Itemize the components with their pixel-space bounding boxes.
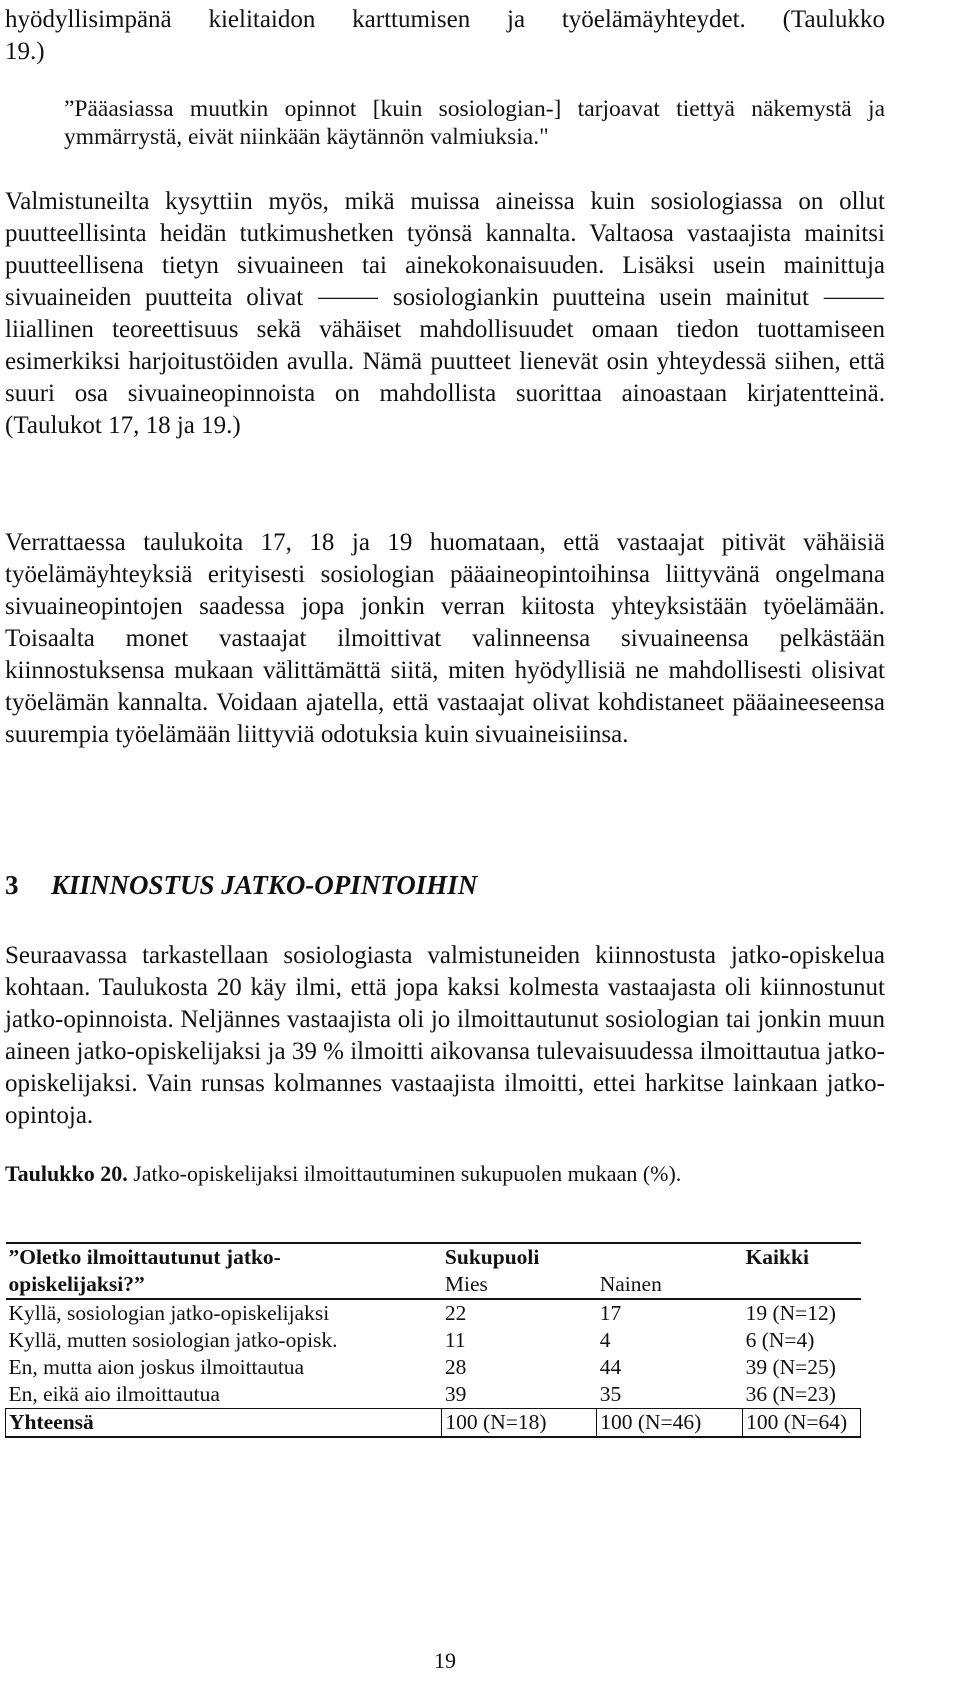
kaikki-header: Kaikki (743, 1243, 861, 1271)
row-label: En, mutta aion joskus ilmoittautua (8, 1355, 305, 1379)
cell-nainen: 44 (599, 1355, 622, 1379)
paragraph-jatko-opinnot: Seuraavassa tarkastellaan sosiologiasta valmistuneiden kiinnostusta jatko-opiskelua kohtaan. Taulukosta 20 käy ilmi, että jopa kaksi kolmesta vastaajasta oli kiinnostunut jatko-opinnoista. Neljännes vastaajista oli jo ilmoittautunut sosiologian tai jonkin muun aineen jatko-opiskelijaksi ja 39 % ilmoitti aikovansa tulevaisuudessa ilmoittautua jatko-opiskelijaksi. Vain runsas kolmannes vastaajista ilmoitti, ettei harkitse lainkaan jatko-opintoja. (5, 942, 885, 1129)
row-label: En, eikä aio ilmoittautua (8, 1382, 220, 1406)
paragraph-taulukoiden-vertailu: Verrattaessa taulukoita 17, 18 ja 19 huomataan, että vastaajat pitivät vähäisiä työelämäyhteyksiä erityisesti sosiologian pääaineopintoihinsa liittyvänä ongelmana sivuaineopintojen saadessa jopa jonkin verran kiitosta yhteyksistään työelämään. Toisaalta monet vastaajat ilmoittivat valinneensa sivuaineensa pelkästään kiinnostuksensa mukaan välittämättä siitä, miten hyödyllisiä ne mahdollisesti olisivat työelämän kannalta. Voidaan ajatella, että vastaajat olivat kohdistaneet pääaineeseensa suurempia työelämään liittyviä odotuksia kuin sivuaineisiinsa. (5, 529, 885, 748)
intro-line-2: 19.) (5, 38, 45, 65)
cell-kaikki: 39 (N=25) (745, 1355, 836, 1379)
cell-nainen: 35 (599, 1382, 622, 1406)
intro-text (5, 4, 885, 68)
total-nainen: 100 (N=46) (597, 1409, 743, 1438)
row-label: Kyllä, sosiologian jatko-opiskelijaksi (6, 1299, 442, 1327)
table-subheader-row (6, 1271, 861, 1299)
table-row (6, 1381, 861, 1409)
cell-kaikki: 36 (N=23) (745, 1382, 836, 1406)
question-header-cont: opiskelijaksi?” (8, 1272, 145, 1296)
data-table (5, 1242, 861, 1438)
mies-header: Mies (444, 1272, 488, 1296)
total-label: Yhteensä (6, 1409, 442, 1438)
cell-mies: 11 (444, 1328, 466, 1352)
cell-nainen: 17 (597, 1299, 743, 1327)
table-caption-label: Taulukko 20. (5, 1161, 128, 1186)
sukupuoli-header: Sukupuoli (442, 1243, 743, 1271)
section-heading (5, 870, 477, 901)
cell-nainen: 4 (599, 1328, 611, 1352)
table-header-row (6, 1243, 861, 1271)
table-caption-text: Jatko-opiskelijaksi ilmoittautuminen sukupuolen mukaan (%). (127, 1161, 682, 1186)
question-header: ”Oletko ilmoittautunut jatko- (6, 1243, 442, 1271)
cell-kaikki: 6 (N=4) (745, 1328, 815, 1352)
total-mies: 100 (N=18) (442, 1409, 597, 1438)
total-kaikki: 100 (N=64) (743, 1409, 861, 1438)
table-row (6, 1327, 861, 1354)
row-label: Kyllä, mutten sosiologian jatko-opisk. (8, 1328, 338, 1352)
paragraph-sivuaineiden-puutteet: Valmistuneilta kysyttiin myös, mikä muissa aineissa kuin sosiologiassa on ollut puutteellisinta heidän tutkimushetken työnsä kannalta. Valtaosa vastaajista mainitsi puutteellisena tietyn sivuaineen tai ainekokonaisuuden. Lisäksi usein mainittuja sivuaineiden puutteita olivat ⸻ sosiologiankin puutteina usein mainitut ⸻ liiallinen teoreettisuus sekä vähäiset mahdollisuudet omaan tiedon tuottamiseen esimerkiksi harjoitustöiden avulla. Nämä puutteet lienevät osin yhteydessä siihen, että suuri osa sivuaineopinnoista on mahdollista suorittaa ainoastaan kirjatentteinä. (Taulukot 17, 18 ja 19.) (5, 188, 885, 439)
cell-mies: 22 (442, 1299, 597, 1327)
table-row (6, 1299, 861, 1327)
section-number: 3 (5, 870, 19, 900)
cell-mies: 39 (444, 1382, 467, 1406)
cell-mies: 28 (444, 1355, 467, 1379)
intro-line-1: hyödyllisimpänä kielitaidon karttumisen ja työelämäyhteydet. (Taulukko (5, 6, 885, 33)
interview-quote: ”Pääasiassa muutkin opinnot [kuin sosiologian-] tarjoavat tiettyä näkemystä ja ymmärrystä, eivät niinkään käytännön valmiuksia." (64, 96, 885, 150)
page-number: 19 (434, 1648, 456, 1673)
table-row (6, 1354, 861, 1381)
table-total-row (6, 1409, 861, 1438)
cell-kaikki: 19 (N=12) (743, 1299, 861, 1327)
section-title: KIINNOSTUS JATKO-OPINTOIHIN (51, 870, 478, 900)
nainen-header: Nainen (599, 1272, 662, 1296)
table-caption (5, 1160, 681, 1188)
